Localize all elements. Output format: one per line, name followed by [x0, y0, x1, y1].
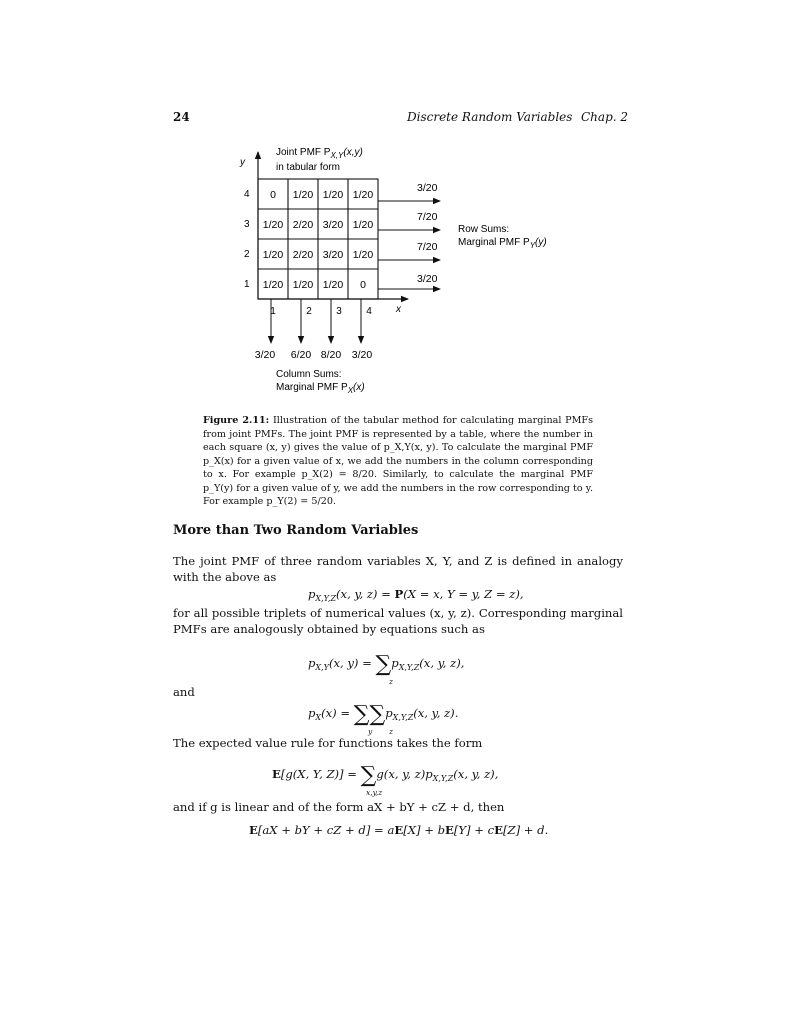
- table-cell: 1/20: [262, 219, 284, 231]
- table-cell: 0: [270, 189, 276, 201]
- y-axis-label: y: [240, 157, 245, 168]
- table-cell: 1/20: [352, 189, 374, 201]
- col-sum: 3/20: [254, 349, 276, 361]
- row-sum: 7/20: [417, 211, 438, 223]
- col-sums-sublabel: Marginal PMF $P_X(x)$: [276, 382, 365, 395]
- table-cell: 1/20: [292, 279, 314, 291]
- figure-title: Joint PMF $P_{X,Y}(x,y)$: [276, 147, 363, 160]
- table-cell: 1/20: [322, 189, 344, 201]
- col-sum: 6/20: [290, 349, 312, 361]
- equation-joint-pmf: $p_{X,Y,Z}(x$, y, z) = P(X = x, Y = y, Z = z),: [308, 587, 524, 603]
- table-cell: 1/20: [352, 249, 374, 261]
- x-tick: 3: [336, 306, 342, 317]
- sum-index: z: [389, 677, 393, 686]
- paragraph: and if g is linear and of the form aX + bY + cZ + d, then: [173, 800, 505, 814]
- chapter-label: Chap. 2: [581, 110, 629, 124]
- section-heading: More than Two Random Variables: [173, 523, 419, 538]
- running-title: Discrete Random Variables: [407, 110, 573, 124]
- caption-label: Figure 2.11:: [203, 415, 270, 426]
- paragraph: The expected value rule for functions takes the form: [173, 736, 483, 750]
- paragraph: The joint PMF of three random variables X, Y, and Z is defined in analogy with the above as: [173, 554, 623, 584]
- table-cell: 3/20: [322, 219, 344, 231]
- equation-linearity: E[aX + bY + cZ + d] = aE[X] + bE[Y] + cE[Z] + d.: [249, 823, 549, 837]
- col-sum: 3/20: [351, 349, 373, 361]
- equation-marginal-xy: $p_{X,Y}(x$, $y) = \sum p_{X,Y,Z}(x$, y, z),: [308, 652, 465, 677]
- joint-pmf-figure: [0, 0, 791, 410]
- equation-marginal-x: $p_X(x) = \sum\sum p_{X,Y,Z}(x$, y, z).: [308, 702, 459, 727]
- table-cell: 2/20: [292, 219, 314, 231]
- table-cell: 1/20: [262, 279, 284, 291]
- sum-index: z: [389, 727, 393, 736]
- table-cell: 3/20: [322, 249, 344, 261]
- figure-caption: [203, 414, 593, 509]
- x-tick: 1: [270, 306, 276, 317]
- table-cell: 1/20: [262, 249, 284, 261]
- equation-expected-value: E[g(X, Y, Z)] = ∑g(x, y, $z)p_{X,Y,Z}(x$, y, z),: [272, 763, 499, 788]
- table-cell: 0: [360, 279, 366, 291]
- row-sums-sublabel: Marginal PMF $P_Y(y)$: [458, 237, 547, 250]
- row-sums-label: Row Sums:: [458, 224, 510, 235]
- col-sum-arrows: [271, 299, 361, 343]
- caption-text: Illustration of the tabular method for calculating marginal PMFs from joint PMFs. The joint PMF is represented by a table, where the number in each square (x, y) gives the value of p_X,Y(x, y). To calculate the marginal PMF p_X(x) for a given value of x, we add the numbers in the column corresponding to x. For example p_X(2) = 8/20. Similarly, to calculate the marginal PMF p_Y(y) for a given value of y, we add the numbers in the row corresponding to y. For example p_Y(2) = 5/20.: [203, 415, 593, 507]
- y-tick: 1: [244, 279, 250, 290]
- table-cell: 1/20: [352, 219, 374, 231]
- page-number: 24: [173, 110, 190, 124]
- row-sum: 7/20: [417, 241, 438, 253]
- y-tick: 3: [244, 219, 250, 230]
- table-cell: 1/20: [292, 189, 314, 201]
- paragraph: for all possible triplets of numerical values (x, y, z). Corresponding marginal PMFs are analogously obtained by equations such as: [173, 606, 623, 636]
- figure-subtitle: in tabular form: [276, 162, 340, 173]
- row-sum: 3/20: [417, 182, 438, 194]
- x-tick: 4: [366, 306, 372, 317]
- col-sum: 8/20: [320, 349, 342, 361]
- and-word: and: [173, 685, 195, 699]
- table-cell: 2/20: [292, 249, 314, 261]
- row-sum: 3/20: [417, 273, 438, 285]
- y-tick: 4: [244, 189, 250, 200]
- table-cell: 1/20: [322, 279, 344, 291]
- col-sums-label: Column Sums:: [276, 369, 342, 380]
- sum-index: x,y,z: [366, 788, 383, 797]
- x-axis-label: x: [396, 304, 401, 315]
- x-tick: 2: [306, 306, 312, 317]
- sum-index: y: [368, 727, 373, 736]
- y-tick: 2: [244, 249, 250, 260]
